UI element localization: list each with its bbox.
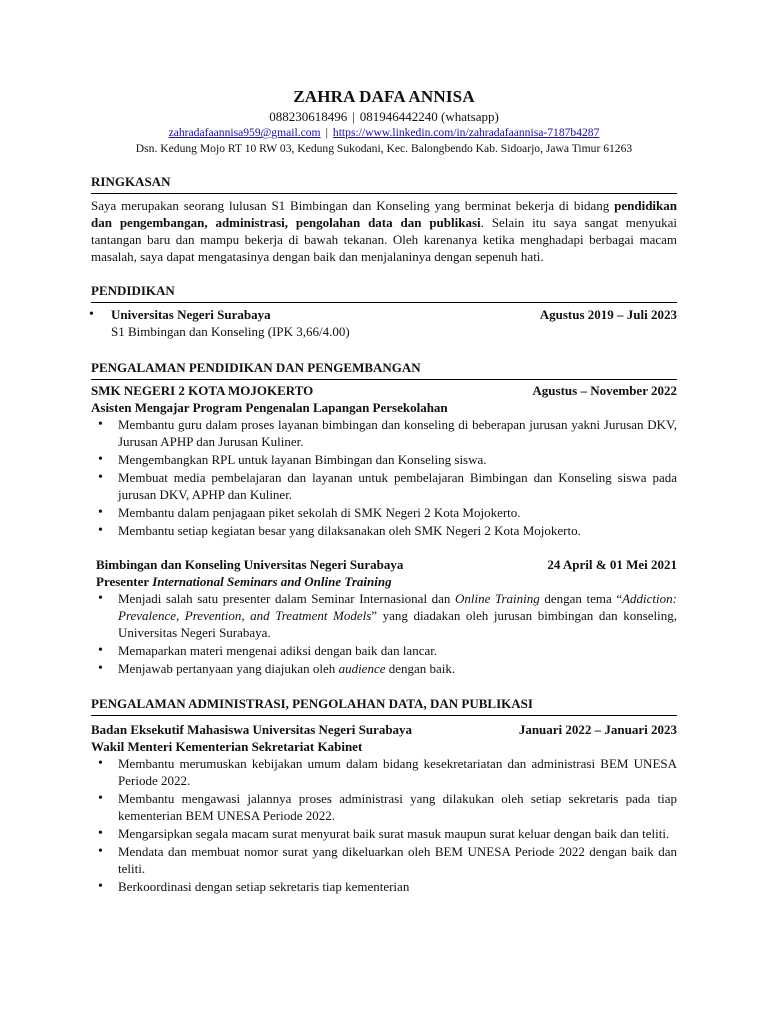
job-org: Badan Eksekutif Mahasiswa Universitas Negeri Surabaya (91, 722, 413, 737)
section-title-experience-edu: PENGALAMAN PENDIDIKAN DAN PENGEMBANGAN (91, 359, 677, 380)
summary-text-part: . Selain itu saya sangat menyukai tantangan baru dan mampu bekerja di bawah tekanan. Oleh karenanya ketika menghadapi berbagai macam masalah, saya dapat mengatasinya dengan baik dan menjalaninya dengan sepenuh hati. (91, 215, 677, 264)
bullet-item: • Membantu dalam penjagaan piket sekolah di SMK Negeri 2 Kota Mojokerto. (91, 504, 677, 521)
bullet-item (91, 660, 677, 677)
separator: | (352, 109, 355, 124)
section-title-education: PENDIDIKAN (91, 282, 677, 303)
job-header (91, 556, 677, 573)
section-title-summary: RINGKASAN (91, 173, 677, 194)
bullet-item: • Mendata dan membuat nomor surat yang dikeluarkan oleh BEM UNESA Periode 2022 dengan baik dan teliti. (91, 843, 677, 877)
bullet-item: • Membantu merumuskan kebijakan umum dalam bidang kesekretariatan dan administrasi BEM UNESA Periode 2022. (91, 755, 677, 789)
education-item (91, 306, 677, 340)
job-date: 24 April & 01 Mei 2021 (547, 557, 677, 572)
job-role: Asisten Mengajar Program Pengenalan Lapangan Persekolahan (91, 400, 448, 415)
job-role: Wakil Menteri Kementerian Sekretariat Kabinet (91, 739, 363, 754)
bullet-text-italic: audience (338, 661, 386, 676)
bullet-item: • Membantu guru dalam proses layanan bimbingan dan konseling di beberapan jurusan yakni Jurusan DKV, Jurusan APHP dan Jurusan Kuliner. (91, 416, 677, 450)
linkedin-link[interactable]: https://www.linkedin.com/in/zahradafaannisa-7187b4287 (332, 126, 600, 139)
degree: S1 Bimbingan dan Konseling (IPK 3,66/4.00) (111, 324, 350, 339)
links-line (91, 125, 677, 141)
job-role-prefix: Presenter (96, 574, 153, 589)
summary-section (91, 173, 677, 265)
bullet-item: • Membuat media pembelajaran dan layanan untuk pembelajaran Bimbingan dan Konseling siswa pada jurusan DKV, APHP dan Kuliner. (91, 469, 677, 503)
degree-row (111, 323, 677, 340)
summary-text-bold: pendidikan dan pengembangan, administrasi, pengolahan data dan publikasi (91, 198, 677, 230)
experience-edu-section (91, 359, 677, 677)
experience-admin-section (91, 695, 677, 895)
job-entry (91, 721, 677, 895)
job-date: Januari 2022 – Januari 2023 (518, 722, 677, 737)
job-role-italic: International Seminars and Online Training (152, 574, 392, 589)
phone-line (91, 108, 677, 125)
summary-text (91, 197, 677, 265)
bullet-item: • Memaparkan materi mengenai adiksi dengan baik dan lancar. (91, 642, 677, 659)
bullet-text-italic: Online Training (455, 591, 540, 606)
job-entry (91, 382, 677, 539)
job-date: Agustus – November 2022 (532, 383, 677, 398)
whatsapp-number: 081946442240 (whatsapp) (359, 109, 499, 124)
bullet-text: dengan tema “ (539, 591, 623, 606)
education-row (111, 306, 677, 323)
job-header (91, 382, 677, 399)
bullet-item: • Membantu mengawasi jalannya proses administrasi yang dilakukan oleh setiap sekretaris pada tiap kementerian BEM UNESA Periode 2022. (91, 790, 677, 824)
bullet-text: Menjadi salah satu presenter dalam Seminar Internasional dan (118, 591, 455, 606)
job-org: Bimbingan dan Konseling Universitas Negeri Surabaya (96, 557, 404, 572)
job-bullets (91, 416, 677, 539)
email-link[interactable]: zahradafaannisa959@gmail.com (168, 126, 321, 139)
bullet-item: • Mengembangkan RPL untuk layanan Bimbingan dan Konseling siswa. (91, 451, 677, 468)
section-title-experience-admin: PENGALAMAN ADMINISTRASI, PENGOLAHAN DATA, DAN PUBLIKASI (91, 695, 677, 716)
bullet-item: • Mengarsipkan segala macam surat menyurat baik surat masuk maupun surat keluar dengan baik dan teliti. (91, 825, 677, 842)
school-name: Universitas Negeri Surabaya (111, 307, 271, 322)
summary-text-part: Saya merupakan seorang lulusan S1 Bimbingan dan Konseling yang berminat bekerja di bidang (91, 198, 615, 213)
address: Dsn. Kedung Mojo RT 10 RW 03, Kedung Sukodani, Kec. Balongbendo Kab. Sidoarjo, Jawa Timur 61263 (135, 142, 633, 155)
education-date: Agustus 2019 – Juli 2023 (539, 307, 677, 322)
resume-page (91, 86, 677, 896)
bullet-text: ” yang diadakan oleh jurusan bimbingan dan konseling, Universitas Negeri Surabaya. (118, 608, 677, 640)
education-section (91, 282, 677, 340)
candidate-name: ZAHRA DAFA ANNISA (293, 87, 475, 106)
bullet-text-italic: Addiction: Prevalence, Prevention, and Treatment Models (118, 591, 677, 623)
job-bullets (91, 755, 677, 895)
job-entry (91, 556, 677, 677)
job-bullets (91, 590, 677, 677)
bullet-item: • Berkoordinasi dengan setiap sekretaris tiap kementerian (91, 878, 677, 895)
bullet-text: Menjawab pertanyaan yang diajukan oleh (118, 661, 339, 676)
separator: | (325, 126, 328, 139)
job-header (91, 721, 677, 738)
bullet-icon: • (89, 307, 94, 322)
phone-number: 088230618496 (269, 109, 348, 124)
job-org: SMK NEGERI 2 KOTA MOJOKERTO (91, 383, 314, 398)
bullet-item: • Membantu setiap kegiatan besar yang dilaksanakan oleh SMK Negeri 2 Kota Mojokerto. (91, 522, 677, 539)
bullet-item (91, 590, 677, 641)
job-role (91, 573, 677, 590)
bullet-text: dengan baik. (385, 661, 456, 676)
